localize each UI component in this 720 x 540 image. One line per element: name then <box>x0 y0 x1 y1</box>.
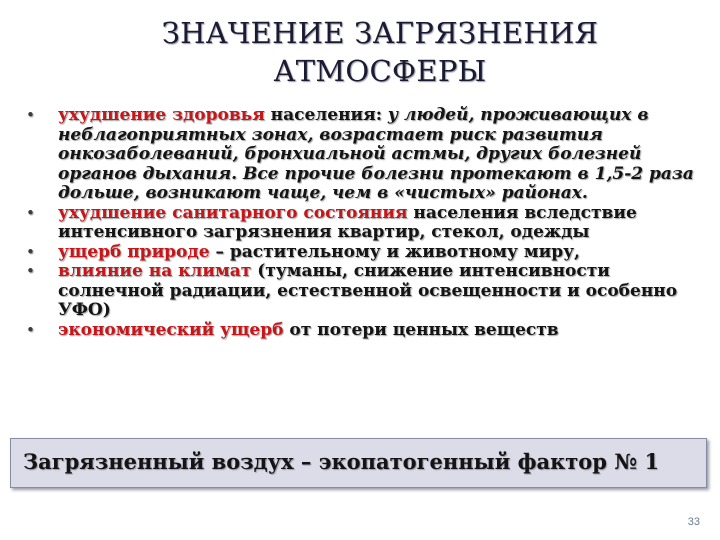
highlight-banner <box>10 438 707 488</box>
bullet-marker: • <box>26 262 35 280</box>
title-line-2: АТМОСФЕРЫ <box>273 54 487 88</box>
bullet-3-heading: ущерб природе <box>58 241 210 262</box>
bullet-5-heading: экономический ущерб <box>58 319 284 340</box>
bullet-2-heading: ухудшение санитарного состояния <box>58 202 408 223</box>
bullet-4-heading: влияние на климат <box>58 261 252 281</box>
banner-text: Загрязненный воздух – экопатогенный фактор № 1 <box>23 449 660 474</box>
bullet-3-text: – растительному и животному миру, <box>209 241 580 262</box>
bullet-1-text: населения: <box>264 105 388 125</box>
bullet-marker: • <box>26 203 35 222</box>
list-item <box>22 106 698 204</box>
bullet-1-heading: ухудшение здоровья <box>58 105 265 125</box>
list-item <box>22 204 698 243</box>
list-item <box>22 262 698 321</box>
bullet-marker: • <box>26 320 35 339</box>
list-item <box>22 321 698 341</box>
slide-title <box>110 14 650 90</box>
page-number: 33 <box>687 516 700 528</box>
bullet-marker: • <box>26 242 35 261</box>
bullet-1-details: у людей, проживающих в неблагоприятных зонах, возрастает риск развития онкозаболеваний, бронхиальной астмы, других болезней органов дыхания. Все прочие болезни протекают в 1,5-2 раза дольше, возникают чаще, чем в «чистых» районах. <box>58 105 694 203</box>
bullet-5-text: от потери ценных веществ <box>283 319 559 340</box>
bullet-list <box>22 106 698 340</box>
list-item <box>22 243 698 263</box>
bullet-marker: • <box>26 106 35 124</box>
bullet-4-text: (туманы, снижение интенсивности солнечной радиации, естественной освещенности и особенно УФО) <box>58 261 678 320</box>
title-line-1: ЗНАЧЕНИЕ ЗАГРЯЗНЕНИЯ <box>161 16 599 50</box>
bullet-2-text: населения вследствие интенсивного загрязнения квартир, стекол, одежды <box>58 202 637 242</box>
